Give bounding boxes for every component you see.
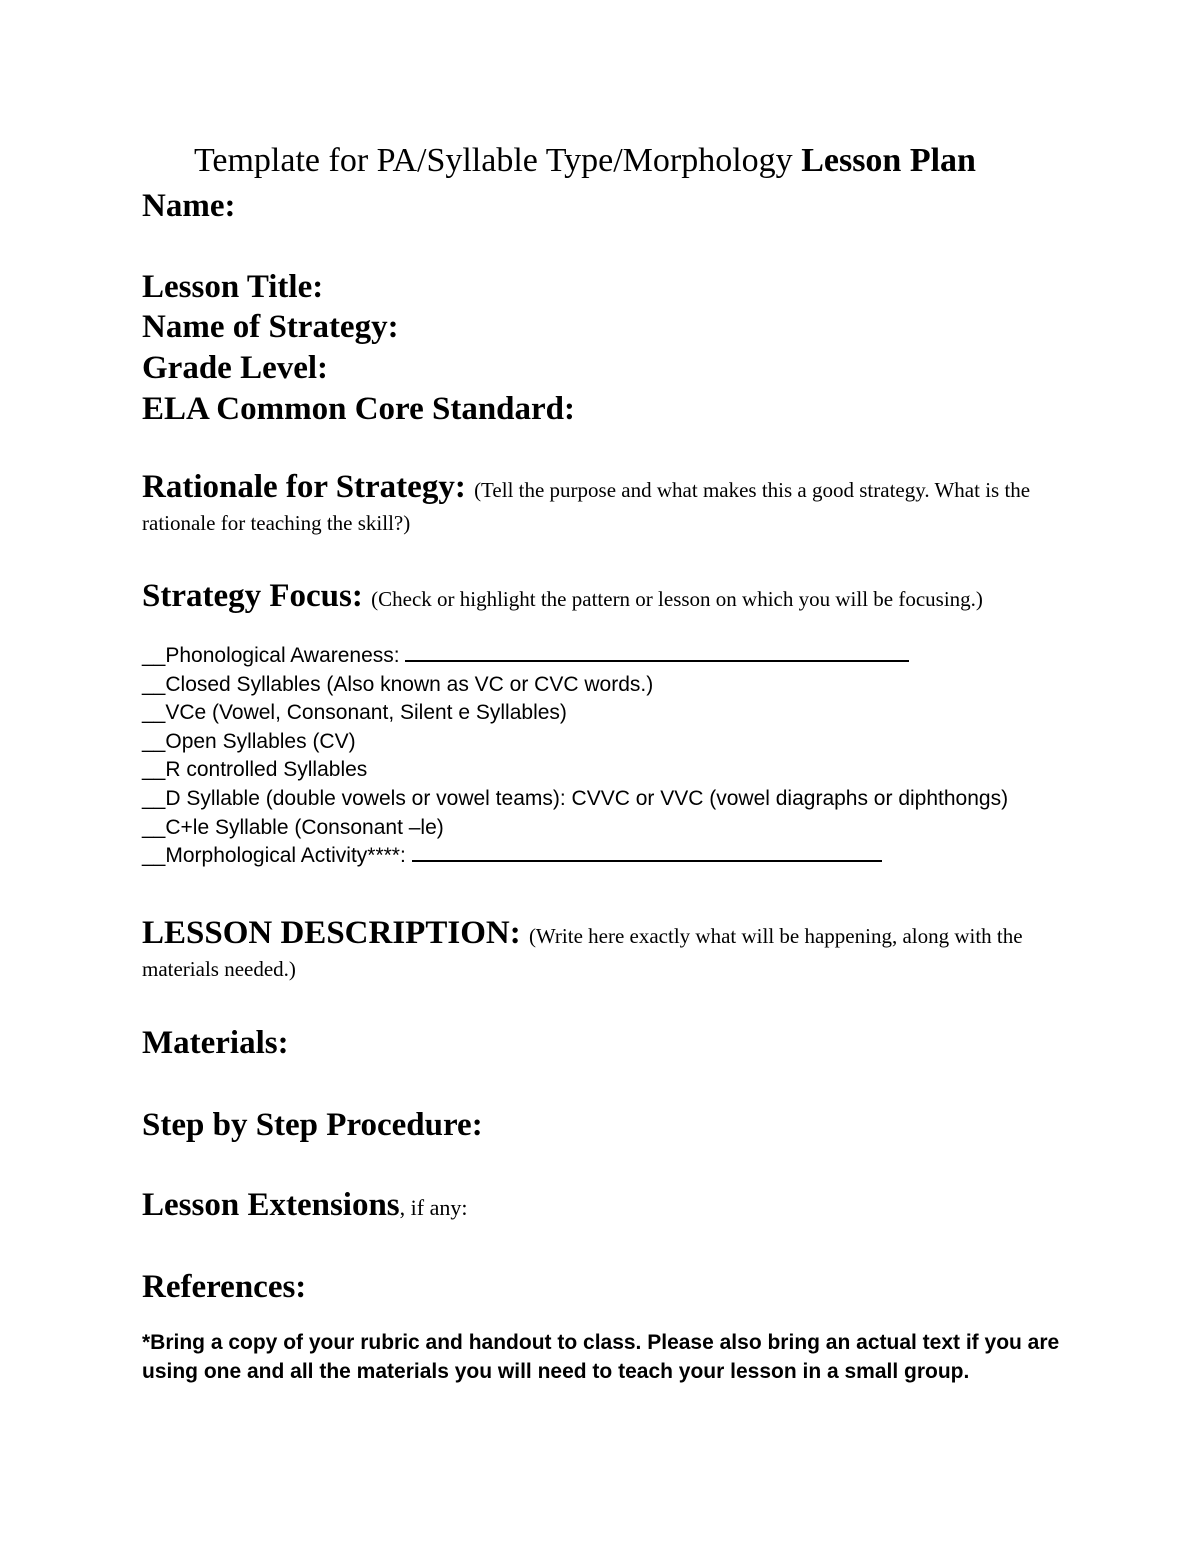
lesson-title-label: Lesson Title:	[142, 269, 324, 305]
rationale-section	[142, 469, 1042, 541]
rationale-heading: Rationale for Strategy:	[142, 469, 475, 505]
checklist-item-open[interactable]: __Open Syllables (CV)	[142, 729, 356, 753]
checklist-item-r-controlled[interactable]: __R controlled Syllables	[142, 758, 368, 782]
extensions-heading: Lesson Extensions	[142, 1187, 400, 1223]
page-title	[194, 142, 976, 180]
checklist-item-d-syllable[interactable]: __D Syllable (double vowels or vowel teams): CVVC or VVC (vowel diagraphs or diphthongs)	[142, 786, 1009, 810]
lesson-description-note: (Write here exactly what will be happening, along with the materials needed.)	[142, 924, 1023, 981]
strategy-focus-heading: Strategy Focus:	[142, 578, 372, 614]
extensions-section	[142, 1185, 467, 1228]
title-plain: Template for PA/Syllable Type/Morphology	[194, 142, 802, 179]
strategy-focus-checklist	[142, 642, 1008, 871]
materials-heading: Materials:	[142, 1025, 289, 1061]
strategy-name-label: Name of Strategy:	[142, 309, 399, 345]
rationale-note: (Tell the purpose and what makes this a good strategy. What is the rationale for teaching the skill?)	[142, 478, 1031, 535]
name-label: Name:	[142, 188, 236, 224]
references-heading: References:	[142, 1269, 307, 1305]
lesson-description-section	[142, 915, 1042, 987]
blank-line	[412, 846, 882, 862]
title-bold: Lesson Plan	[801, 142, 976, 179]
strategy-focus-section	[142, 578, 1042, 617]
lesson-description-heading: LESSON DESCRIPTION:	[142, 915, 529, 951]
checklist-item-c-le[interactable]: __C+le Syllable (Consonant –le)	[142, 815, 444, 839]
grade-level-label: Grade Level:	[142, 350, 329, 386]
procedure-heading: Step by Step Procedure:	[142, 1107, 483, 1143]
footnote: *Bring a copy of your rubric and handout to class. Please also bring an actual text if you are using one and all the materials you will need to teach your lesson in a small group.	[142, 1331, 1060, 1383]
checklist-item-phonological[interactable]: __Phonological Awareness:	[142, 642, 1008, 671]
extensions-note: , if any:	[399, 1195, 468, 1220]
ela-standard-label: ELA Common Core Standard:	[142, 391, 576, 427]
checklist-item-vce[interactable]: __VCe (Vowel, Consonant, Silent e Syllables)	[142, 701, 567, 725]
strategy-focus-note: (Check or highlight the pattern or lesson on which you will be focusing.)	[371, 587, 983, 611]
checklist-item-closed[interactable]: __Closed Syllables (Also known as VC or CVC words.)	[142, 672, 654, 696]
checklist-item-morphological[interactable]: __Morphological Activity****:	[142, 842, 1008, 871]
blank-line	[405, 646, 909, 662]
